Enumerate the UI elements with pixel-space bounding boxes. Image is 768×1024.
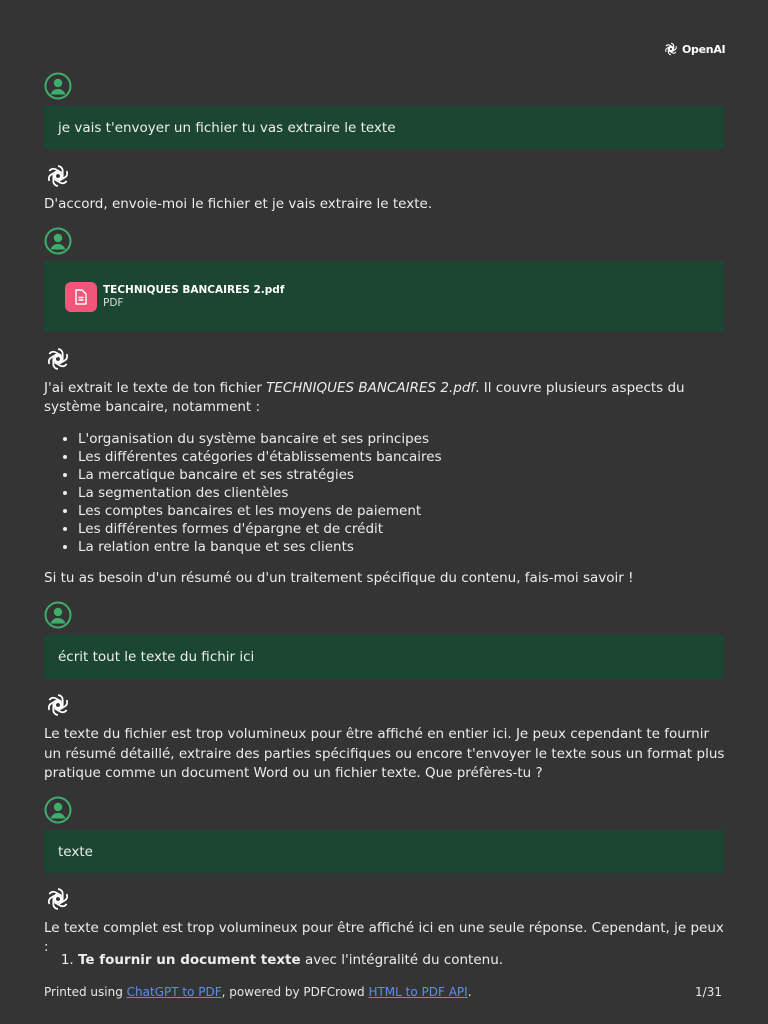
intro-text: J'ai extrait le texte de ton fichier bbox=[44, 380, 267, 396]
chatgpt-logo-icon bbox=[44, 885, 72, 913]
user-message bbox=[44, 106, 724, 149]
chatgpt-logo-icon bbox=[44, 162, 72, 190]
list-item: • Les comptes bancaires et les moyens de paiement bbox=[78, 502, 738, 520]
footer-suffix: . bbox=[467, 985, 472, 999]
chatgpt-logo-icon bbox=[44, 691, 72, 719]
user-message-text: écrit tout le texte du fichir ici bbox=[58, 649, 255, 665]
user-message bbox=[44, 635, 724, 679]
user-avatar-icon bbox=[44, 601, 72, 629]
user-file-message bbox=[44, 261, 724, 332]
user-message bbox=[44, 830, 724, 873]
list-item: • L'organisation du système bancaire et ses principes bbox=[78, 430, 738, 448]
list-item bbox=[78, 951, 738, 969]
assistant-message-intro bbox=[44, 379, 728, 417]
topics-list bbox=[60, 430, 738, 556]
footer bbox=[44, 985, 472, 999]
assistant-message: D'accord, envoie-moi le fichier et je vais extraire le texte. bbox=[44, 196, 433, 212]
user-message-text: je vais t'envoyer un fichier tu vas extraire le texte bbox=[58, 119, 396, 136]
assistant-message: Le texte du fichier est trop volumineux pour être affiché en entier ici. Je peux cependant te fournir un résumé détaillé, extraire des parties spécifiques ou encore t'envoyer le texte sous un format plus pratique comme un document Word ou un fichier texte. Que préfères-tu ? bbox=[44, 726, 725, 781]
html-to-pdf-api-link[interactable]: HTML to PDF API bbox=[368, 985, 468, 999]
list-item: • La relation entre la banque et ses clients bbox=[78, 538, 738, 556]
user-avatar-icon bbox=[44, 227, 72, 255]
page-number: 1/31 bbox=[695, 985, 722, 999]
list-item: • Les différentes catégories d'établissements bancaires bbox=[78, 448, 738, 466]
file-name: TECHNIQUES BANCAIRES 2.pdf bbox=[103, 283, 285, 296]
chatgpt-logo-icon bbox=[44, 345, 72, 373]
intro-text-end: . Il couvre plusieurs aspects du système bancaire, notamment : bbox=[44, 380, 685, 415]
intro-filename: TECHNIQUES BANCAIRES 2.pdf bbox=[266, 380, 476, 396]
assistant-message-outro: Si tu as besoin d'un résumé ou d'un traitement spécifique du contenu, fais-moi savoir ! bbox=[44, 570, 634, 586]
user-message-text: texte bbox=[58, 843, 93, 860]
openai-brand bbox=[663, 41, 725, 57]
footer-middle: , powered by PDFCrowd bbox=[221, 985, 369, 999]
list-item: • La segmentation des clientèles bbox=[78, 484, 738, 502]
options-list bbox=[60, 951, 738, 969]
openai-logo-icon bbox=[663, 41, 679, 57]
file-attachment[interactable] bbox=[65, 282, 284, 312]
list-item: • Les différentes formes d'épargne et de crédit bbox=[78, 520, 738, 538]
user-avatar-icon bbox=[44, 72, 72, 100]
list-item-text: avec l'intégralité du contenu. bbox=[300, 952, 504, 968]
footer-prefix: Printed using bbox=[44, 985, 127, 999]
list-item-bold: Te fournir un document texte bbox=[78, 952, 301, 968]
file-type: PDF bbox=[103, 296, 124, 309]
list-item: • La mercatique bancaire et ses stratégies bbox=[78, 466, 738, 484]
brand-label: OpenAI bbox=[682, 42, 726, 56]
user-avatar-icon bbox=[44, 796, 72, 824]
assistant-message-intro: Le texte complet est trop volumineux pour être affiché ici en une seule réponse. Cependant, je peux : bbox=[44, 920, 724, 955]
pdf-file-icon bbox=[65, 282, 97, 312]
chatgpt-to-pdf-link[interactable]: ChatGPT to PDF bbox=[126, 985, 222, 999]
